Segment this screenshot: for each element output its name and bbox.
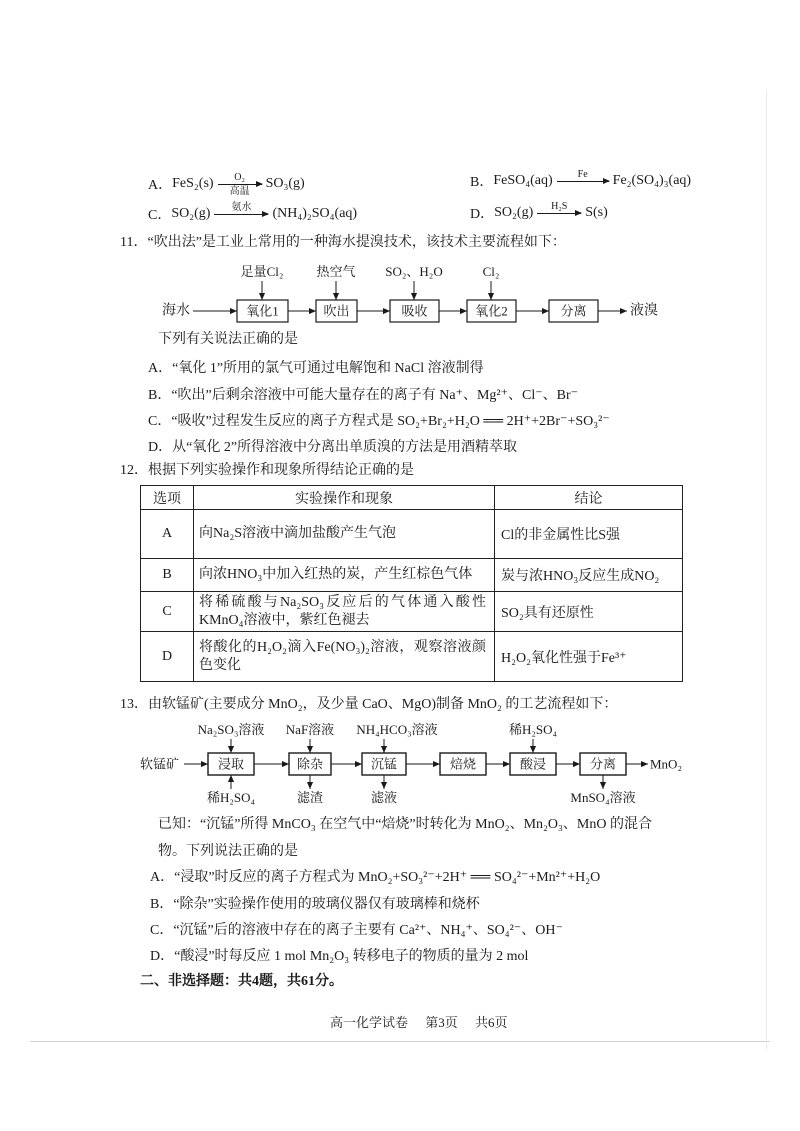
- q10-option-a: [148, 169, 305, 199]
- option-letter: A．: [148, 178, 173, 193]
- reaction-arrow-icon: [537, 201, 581, 220]
- table-row: [141, 632, 683, 682]
- q11-option-b: B．“吹出”后剩余溶液中可能大量存在的离子有 Na⁺、Mg²⁺、Cl⁻、Br⁻: [148, 388, 579, 403]
- operation-line: 向浓HNO₃中加入红热的炭，产生红棕色气体: [199, 567, 473, 582]
- table-cell-option: B: [141, 559, 194, 592]
- q11-option-d: D．从“氧化 2”所得溶液中分离出单质溴的方法是用酒精萃取: [148, 440, 518, 455]
- condition-above: 氨水: [231, 202, 252, 213]
- flow-step-label: 除杂: [296, 756, 324, 772]
- flow-input-label-hot-air: 热空气: [316, 264, 356, 279]
- q10-option-c: [148, 199, 357, 229]
- table-cell-option: A: [141, 510, 194, 559]
- flow-bottom-input-label: 稀H₂SO₄: [206, 790, 256, 805]
- q13-known-line-2: 物。下列说法正确的是: [158, 844, 298, 859]
- flow-input-label-na2so3: Na₂SO₃溶液: [197, 722, 265, 737]
- table-cell-conclusion: 炭与浓HNO₃反应生成NO₂: [495, 559, 683, 592]
- footer-total-pages: 共6页: [475, 1015, 508, 1030]
- flow-step-label: 酸浸: [519, 756, 547, 772]
- table-row: [141, 592, 683, 632]
- product: S(s): [585, 205, 608, 220]
- section-heading: 二、非选择题：共4题，共61分。: [140, 974, 343, 989]
- q11-option-c: C．“吸收”过程发生反应的离子方程式是 SO₂+Br₂+H₂O ══ 2H⁺+2Br⁻+SO₃²⁻: [148, 414, 610, 429]
- flow-step-label: 氧化2: [475, 303, 508, 319]
- table-cell-conclusion: SO₂具有还原性: [495, 592, 683, 632]
- flow-end-label: 液溴: [630, 303, 658, 319]
- q11-stem: 11．“吹出法”是工业上常用的一种海水提溴技术，该技术主要流程如下：: [120, 235, 566, 250]
- footer-title: 高一化学试卷: [330, 1015, 409, 1030]
- flow-input-label-cl2: Cl₂: [482, 264, 500, 279]
- table-cell-operation: [194, 632, 495, 682]
- table-header-row: [141, 486, 683, 510]
- flow-output-label-filtrate: 滤液: [370, 790, 398, 805]
- q13-option-a: A．“浸取”时反应的离子方程式为 MnO₂+SO₃²⁻+2H⁺ ══ SO₄²⁻+Mn²⁺+H₂O: [150, 870, 601, 885]
- flow-step-label: 吸收: [401, 303, 428, 319]
- flow-start-label: 软锰矿: [140, 756, 180, 772]
- q13-option-c: C．“沉锰”后的溶液中存在的离子主要有 Ca²⁺、NH₄⁺、SO₄²⁻、OH⁻: [150, 923, 563, 938]
- reaction-arrow-icon: [214, 202, 268, 221]
- q11-option-a: A．“氧化 1”所用的氯气可通过电解饱和 NaCl 溶液制得: [148, 361, 484, 376]
- arrow-shaft: [218, 184, 262, 185]
- flow-step-label: 浸取: [217, 756, 245, 772]
- table-header-operation: 实验操作和现象: [194, 486, 495, 510]
- flow-input-label-naf: NaF溶液: [285, 722, 335, 737]
- option-letter: C．: [148, 208, 172, 223]
- flow-step-label: 分离: [589, 756, 617, 772]
- operation-line: 色变化: [199, 657, 241, 673]
- operation-line: KMnO₄溶液中，紫红色褪去: [199, 612, 370, 628]
- product: (NH₄)₂SO₄(aq): [272, 206, 358, 221]
- q13-known-line-1: 已知：“沉锰”所得 MnCO₃ 在空气中“焙烧”时转化为 MnO₂、Mn₂O₃、MnO 的混合: [158, 817, 652, 832]
- operation-line: 向Na₂S溶液中滴加盐酸产生气泡: [199, 526, 396, 541]
- reaction-arrow-icon: [218, 172, 262, 197]
- q13-flowchart: [0, 718, 800, 812]
- flow-input-label-dilute-h2so4: 稀H₂SO₄: [508, 722, 558, 737]
- flow-end-label: MnO₂: [650, 756, 682, 772]
- flow-step-label: 沉锰: [370, 756, 398, 772]
- operation-line: 将稀硫酸与Na₂SO₃反应后的气体通入酸性: [199, 594, 486, 610]
- condition-above: O₂: [234, 172, 245, 183]
- table-cell-operation: [194, 592, 495, 632]
- arrow-shaft: [537, 213, 581, 214]
- q13-option-b: B．“除杂”实验操作使用的玻璃仪器仅有玻璃棒和烧杯: [150, 897, 480, 912]
- scan-line-horizontal: [30, 1041, 770, 1042]
- q12-stem: 12．根据下列实验操作和现象所得结论正确的是: [120, 463, 414, 478]
- flow-step-label: 氧化1: [246, 303, 279, 319]
- condition-below: 高温: [229, 186, 250, 197]
- q11-flowchart: [0, 256, 800, 332]
- table-row: [141, 510, 683, 559]
- q10-option-d: [470, 198, 608, 228]
- reactant: FeS₂(s): [172, 176, 214, 191]
- product: Fe₂(SO₄)₃(aq): [612, 173, 692, 188]
- arrow-shaft: [214, 214, 268, 215]
- option-letter: B．: [470, 175, 494, 190]
- reactant: SO₂(g): [494, 205, 534, 220]
- flow-input-label-so2-h2o: SO₂、H₂O: [385, 264, 443, 279]
- condition-above: H₂S: [551, 201, 568, 212]
- reactant: SO₂(g): [171, 206, 211, 221]
- q13-stem: 13．由软锰矿(主要成分 MnO₂，及少量 CaO、MgO)制备 MnO₂ 的工艺流程如下：: [120, 697, 618, 712]
- flow-start-label: 海水: [162, 303, 190, 319]
- flow-step-label: 吹出: [323, 303, 350, 319]
- reactant: FeSO₄(aq): [493, 173, 553, 188]
- q12-table: [140, 485, 683, 682]
- flow-output-label-mnso4: MnSO₄溶液: [570, 790, 636, 805]
- page-footer: [330, 1013, 508, 1033]
- table-header-option: 选项: [141, 486, 194, 510]
- footer-page-number: 第3页: [425, 1015, 458, 1030]
- table-cell-operation: [194, 559, 495, 592]
- table-row: [141, 559, 683, 592]
- operation-line: 将酸化的H₂O₂滴入Fe(NO₃)₂溶液，观察溶液颜: [199, 639, 486, 655]
- scan-line-vertical: [766, 90, 767, 1050]
- q10-option-b: [470, 166, 691, 196]
- table-cell-option: C: [141, 592, 194, 632]
- table-cell-conclusion: H₂O₂氧化性强于Fe³⁺: [495, 632, 683, 682]
- q13-option-d: D．“酸浸”时每反应 1 mol Mn₂O₃ 转移电子的物质的量为 2 mol: [150, 949, 529, 964]
- condition-above: Fe: [577, 169, 588, 180]
- q11-prompt: 下列有关说法正确的是: [158, 332, 298, 347]
- flow-output-label-residue: 滤渣: [296, 790, 324, 805]
- arrow-shaft: [557, 181, 609, 182]
- flow-step-label: 焙烧: [449, 756, 477, 772]
- option-letter: D．: [470, 207, 495, 222]
- flow-input-label-nh4hco3: NH₄HCO₃溶液: [356, 722, 438, 737]
- flow-step-label: 分离: [560, 303, 587, 319]
- flow-input-label-cl2-excess: 足量Cl₂: [240, 264, 284, 279]
- reaction-arrow-icon: [557, 169, 609, 188]
- product: SO₃(g): [265, 176, 305, 191]
- table-header-conclusion: 结论: [495, 486, 683, 510]
- table-cell-conclusion: Cl的非金属性比S强: [495, 510, 683, 559]
- table-cell-option: D: [141, 632, 194, 682]
- table-cell-operation: [194, 510, 495, 559]
